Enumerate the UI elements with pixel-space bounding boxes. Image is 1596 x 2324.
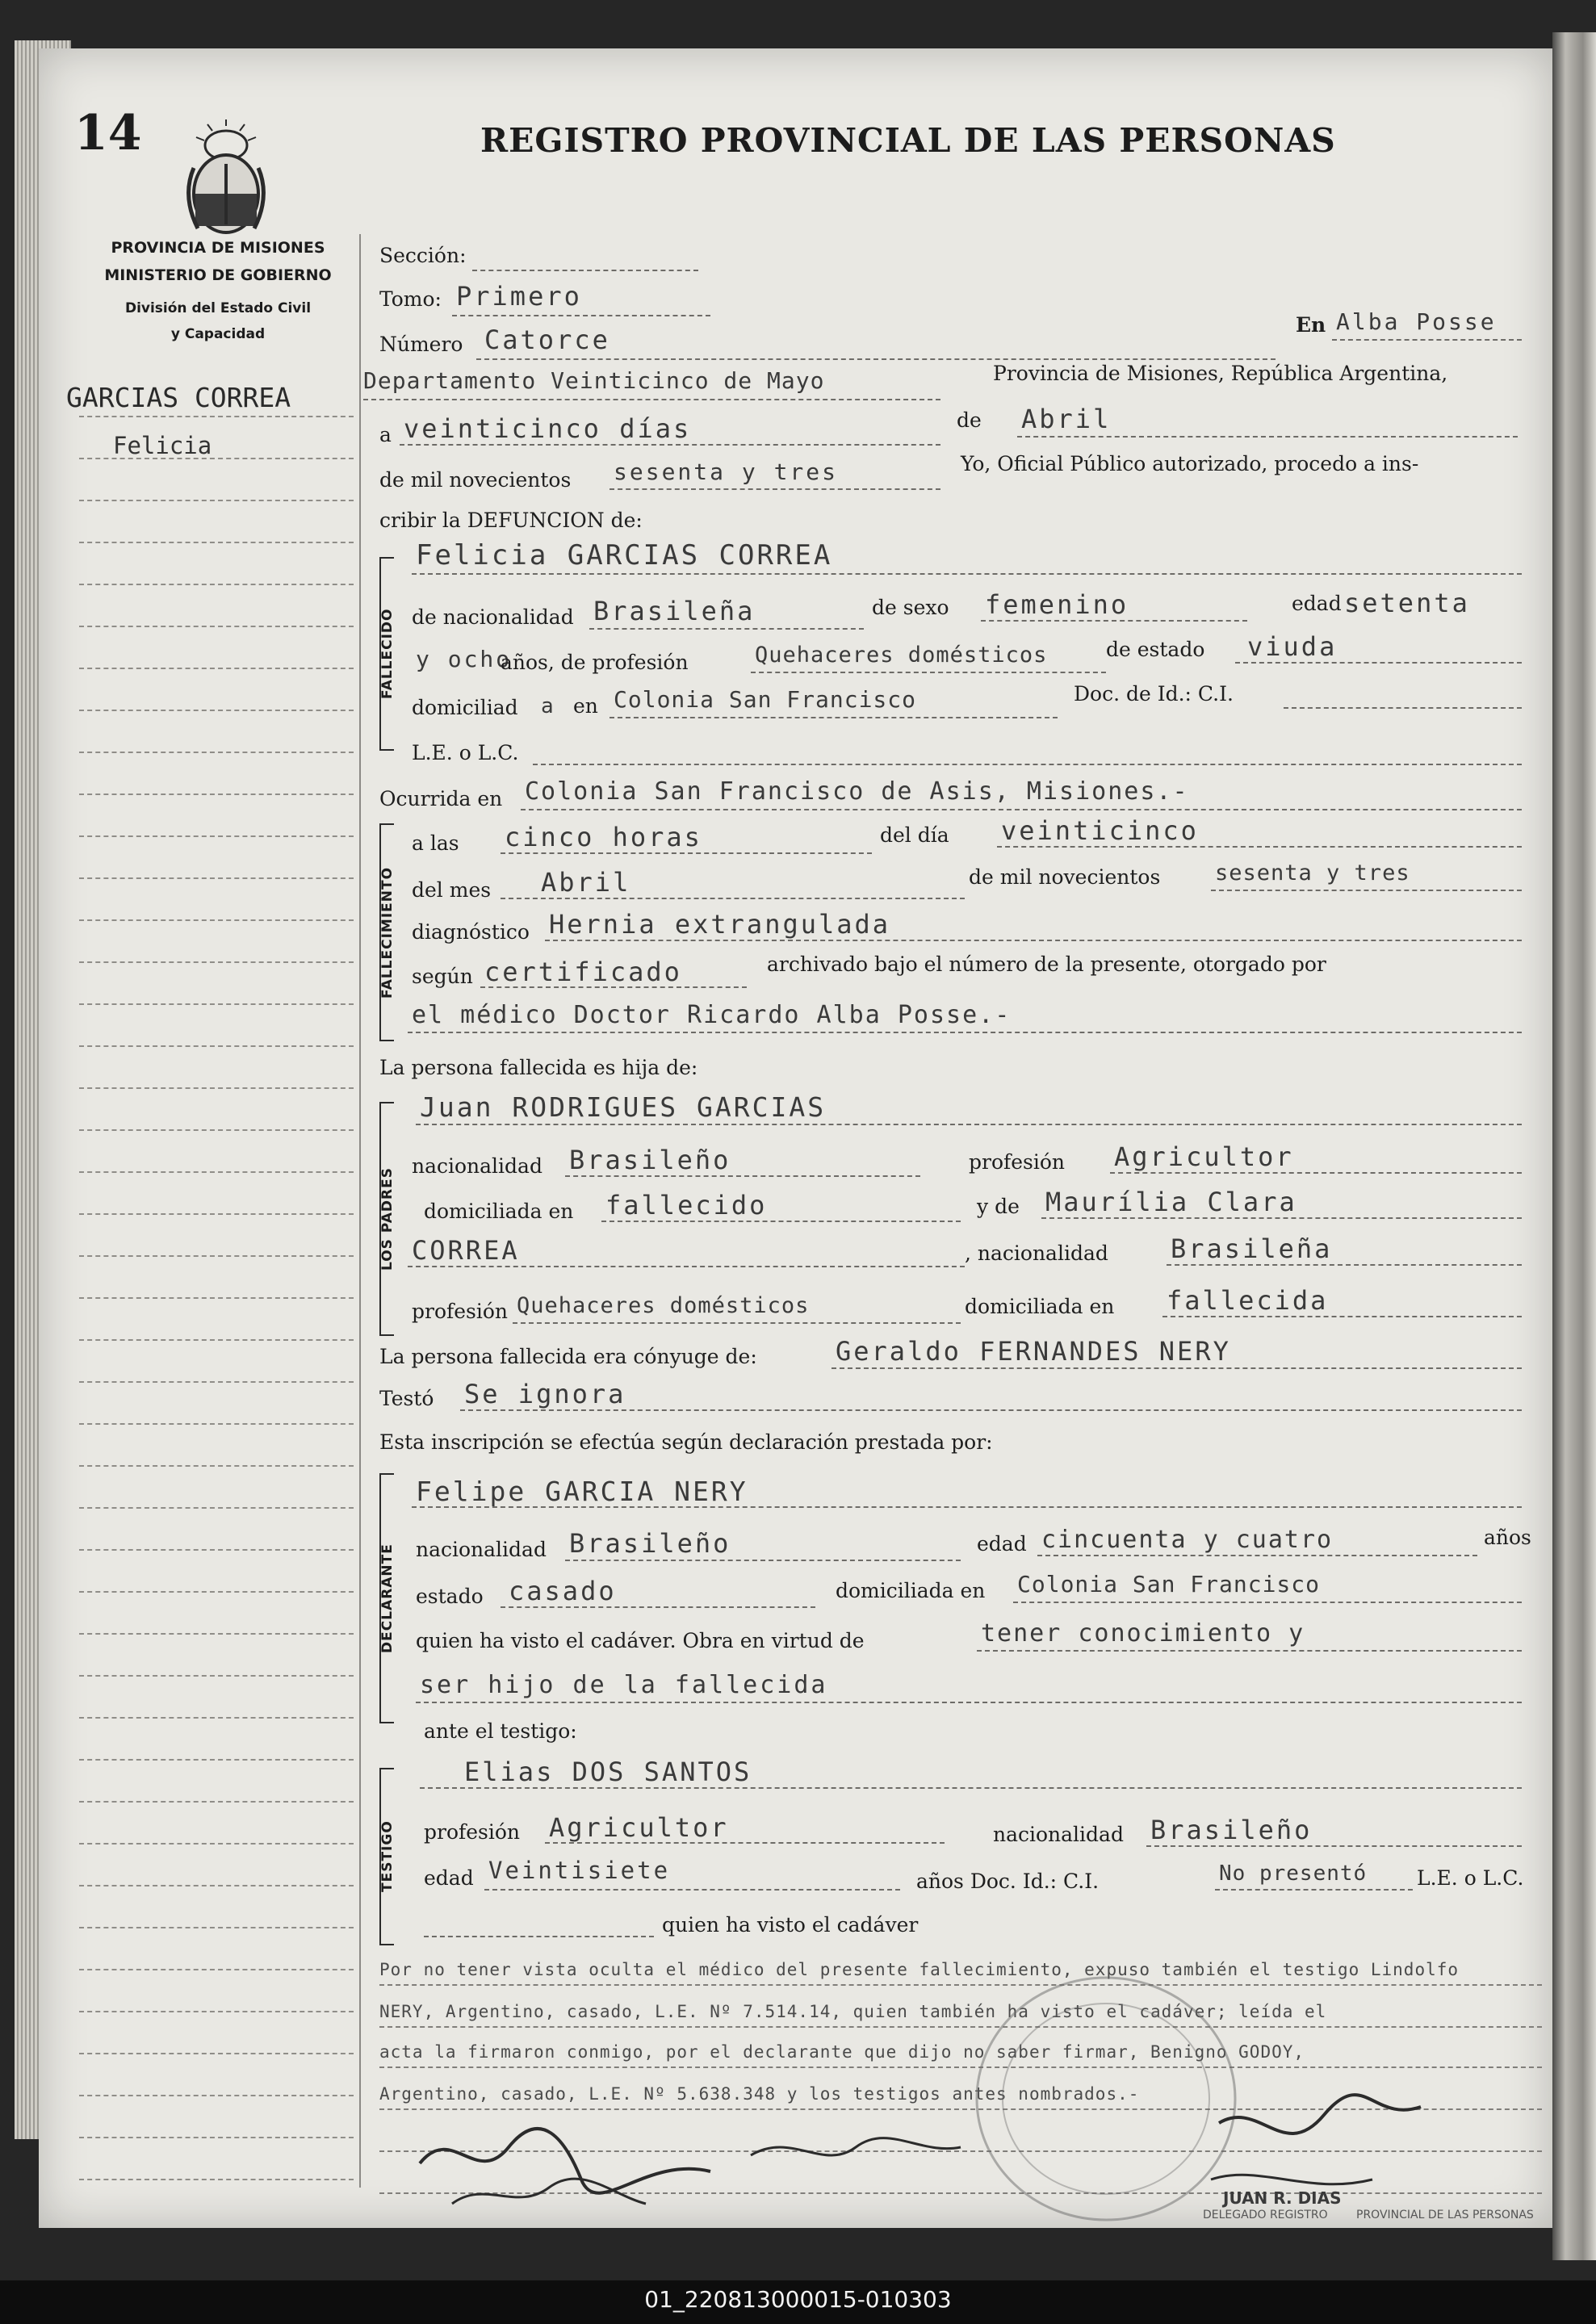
fallecido-edad-value-2: y ocho bbox=[416, 646, 513, 672]
padre-profesion-line bbox=[1110, 1172, 1522, 1174]
margin-rule bbox=[79, 961, 354, 963]
segun-value: certificado bbox=[484, 957, 682, 987]
provincia-text: Provincia de Misiones, República Argentina, bbox=[993, 362, 1448, 385]
seccion-line bbox=[472, 270, 698, 271]
numero-line bbox=[476, 358, 1276, 360]
padre-name: Juan RODRIGUES GARCIAS bbox=[420, 1091, 827, 1123]
fallecido-edad-value-1: setenta bbox=[1344, 588, 1470, 618]
anio-label: de mil novecientos bbox=[379, 468, 572, 492]
margin-rule bbox=[79, 1213, 354, 1215]
fallecido-profesion-value: Quehaceres domésticos bbox=[755, 643, 1048, 668]
note-line-1: Por no tener vista oculta el médico del presente fallecimiento, expuso también el testigo Lindolfo bbox=[379, 1960, 1460, 1979]
margin-rule bbox=[79, 1087, 354, 1089]
stamp-subtitle: DELEGADO REGISTRO bbox=[1203, 2209, 1328, 2220]
declarante-edad-label: edad bbox=[977, 1532, 1027, 1556]
declarante-nacionalidad-value: Brasileño bbox=[569, 1528, 731, 1559]
image-caption: 01_220813000015-010303 bbox=[644, 2286, 952, 2313]
fallecido-estado-line bbox=[1235, 662, 1522, 664]
book-right-edge bbox=[1552, 32, 1596, 2260]
madre-name-1: Maurília Clara bbox=[1045, 1187, 1297, 1217]
note-line-4: Argentino, casado, L.E. Nº 5.638.348 y los testigos antes nombrados.- bbox=[379, 2084, 1140, 2104]
a-las-label: a las bbox=[412, 831, 459, 855]
margin-rule bbox=[79, 1885, 354, 1886]
diagnostico-value: Hernia extrangulada bbox=[549, 909, 891, 940]
testo-label: Testó bbox=[379, 1387, 434, 1410]
mes-value: Abril bbox=[1021, 404, 1112, 434]
tomo-value: Primero bbox=[456, 281, 582, 312]
margin-rule bbox=[79, 668, 354, 669]
madre-domiciliada-label: domiciliada en bbox=[965, 1295, 1115, 1318]
madre-profesion-line bbox=[513, 1322, 961, 1324]
margin-rule bbox=[79, 2179, 354, 2180]
testigo-doc-line bbox=[1215, 1889, 1413, 1891]
fallecimiento-anio-value: sesenta y tres bbox=[1215, 861, 1410, 886]
fallecido-name: Felicia GARCIAS CORREA bbox=[416, 539, 833, 572]
note-rule-1 bbox=[379, 1984, 1542, 1986]
conyuge-line bbox=[832, 1367, 1522, 1369]
fallecimiento-anio-label: de mil novecientos bbox=[969, 865, 1161, 889]
margin-rule bbox=[79, 500, 354, 501]
margin-rule bbox=[79, 1549, 354, 1551]
stamp-name: JUAN R. DIAS bbox=[1223, 2188, 1342, 2208]
numero-value: Catorce bbox=[484, 325, 610, 355]
fallecimiento-dia-value: veinticinco bbox=[1001, 815, 1199, 846]
note-line-3: acta la firmaron conmigo, por el declarante que dijo no saber firmar, Benigno GODOY, bbox=[379, 2042, 1305, 2062]
fallecido-estado-label: de estado bbox=[1106, 638, 1205, 661]
province-heading: PROVINCIA DE MISIONES bbox=[111, 239, 325, 257]
madre-nacionalidad-label: , nacionalidad bbox=[965, 1242, 1108, 1265]
testigo-profesion-label: profesión bbox=[424, 1820, 521, 1844]
fallecimiento-tab: FALLECIMIENTO bbox=[379, 866, 396, 999]
note-line-2: NERY, Argentino, casado, L.E. Nº 7.514.14, quien también ha visto el cadáver; leída el bbox=[379, 2002, 1327, 2021]
margin-rule bbox=[79, 1507, 354, 1509]
declarante-edad-value: cincuenta y cuatro bbox=[1041, 1526, 1334, 1554]
padre-profesion-value: Agricultor bbox=[1114, 1141, 1294, 1172]
madre-nacionalidad-line bbox=[1167, 1264, 1522, 1266]
padre-domiciliada-label: domiciliada en bbox=[424, 1200, 574, 1223]
margin-rule bbox=[79, 794, 354, 795]
division-heading: División del Estado Civil bbox=[124, 300, 312, 316]
note-rule-3 bbox=[379, 2066, 1542, 2068]
testigo-visto-label: quien ha visto el cadáver bbox=[662, 1913, 919, 1937]
en-label: En bbox=[1296, 313, 1326, 337]
tomo-label: Tomo: bbox=[379, 287, 442, 311]
capacity-heading: y Capacidad bbox=[170, 326, 266, 342]
margin-rule bbox=[79, 1591, 354, 1593]
margin-rule bbox=[79, 1339, 354, 1341]
fallecido-nacionalidad-value: Brasileña bbox=[593, 596, 756, 626]
fallecimiento-lugar-line bbox=[521, 809, 1522, 810]
margin-rule bbox=[79, 1675, 354, 1677]
fallecido-nacionalidad-line bbox=[589, 628, 864, 630]
padre-nacionalidad-line bbox=[565, 1175, 920, 1177]
fallecido-doc-label: Doc. de Id.: C.I. bbox=[1074, 682, 1234, 706]
declarante-tab: DECLARANTE bbox=[379, 1543, 396, 1653]
coat-of-arms-icon bbox=[174, 119, 279, 241]
margin-rule bbox=[79, 1003, 354, 1005]
padre-nacionalidad-label: nacionalidad bbox=[412, 1154, 542, 1178]
fallecido-domicilio-value: Colonia San Francisco bbox=[614, 686, 917, 713]
declarante-obra-line-1 bbox=[977, 1650, 1522, 1652]
fallecimiento-lugar-value: Colonia San Francisco de Asis, Misiones.- bbox=[525, 777, 1189, 806]
fallecido-doc-line bbox=[1284, 707, 1522, 709]
testigo-tab: TESTIGO bbox=[379, 1820, 396, 1893]
margin-rule bbox=[79, 584, 354, 585]
margin-rule bbox=[79, 710, 354, 711]
declarante-name-line bbox=[412, 1506, 1522, 1508]
y-de-label: y de bbox=[977, 1195, 1020, 1218]
madre-name-line-1 bbox=[1041, 1217, 1522, 1219]
fallecido-anios-profesion-label: años, de profesión bbox=[501, 651, 689, 674]
column-divider bbox=[359, 234, 361, 2188]
testigo-nacionalidad-line bbox=[1146, 1845, 1522, 1847]
departamento-line bbox=[363, 399, 940, 400]
diagnostico-line bbox=[545, 940, 1522, 941]
margin-rule bbox=[79, 626, 354, 627]
margin-rule bbox=[79, 2011, 354, 2012]
testigo-profesion-line bbox=[545, 1842, 945, 1844]
segun-label: según bbox=[412, 965, 473, 988]
fallecido-profesion-line bbox=[751, 672, 1106, 673]
declarante-estado-label: estado bbox=[416, 1585, 484, 1608]
madre-domicilio-line bbox=[1162, 1316, 1522, 1317]
fallecido-domiciliad-suffix: a bbox=[541, 694, 556, 718]
padres-intro: La persona fallecida es hija de: bbox=[379, 1056, 698, 1079]
declarante-domiciliada-label: domiciliada en bbox=[836, 1579, 986, 1602]
testigo-edad-line bbox=[484, 1889, 900, 1891]
margin-rule bbox=[79, 1927, 354, 1928]
fallecimiento-hora-value: cinco horas bbox=[505, 822, 702, 852]
testigo-nacionalidad-value: Brasileño bbox=[1150, 1815, 1313, 1845]
madre-domicilio-value: fallecida bbox=[1167, 1285, 1329, 1316]
margin-rule bbox=[79, 1843, 354, 1845]
padre-domicilio-line bbox=[601, 1221, 961, 1222]
margin-rule bbox=[79, 1255, 354, 1257]
testigo-visto-line bbox=[424, 1936, 654, 1937]
margin-rule bbox=[79, 458, 354, 459]
tomo-line bbox=[452, 315, 710, 316]
testigo-nacionalidad-label: nacionalidad bbox=[993, 1823, 1124, 1846]
declarante-name: Felipe GARCIA NERY bbox=[416, 1476, 748, 1507]
testigo-intro: ante el testigo: bbox=[424, 1719, 577, 1743]
margin-rule bbox=[79, 1465, 354, 1467]
dia-line bbox=[400, 444, 940, 446]
archivado-text: archivado bajo el número de la presente, otorgado por bbox=[767, 953, 1326, 976]
fallecimiento-dia-line bbox=[997, 846, 1522, 848]
declarante-nacionalidad-line bbox=[565, 1560, 961, 1561]
declarante-domicilio-value: Colonia San Francisco bbox=[1017, 1571, 1321, 1597]
padre-nacionalidad-value: Brasileño bbox=[569, 1145, 731, 1175]
ocurrida-label: Ocurrida en bbox=[379, 787, 503, 810]
registry-title: REGISTRO PROVINCIAL DE LAS PERSONAS bbox=[480, 121, 1336, 160]
seccion-label: Sección: bbox=[379, 244, 467, 267]
margin-rule bbox=[79, 1969, 354, 1970]
fallecido-name-line bbox=[412, 573, 1522, 575]
note-rule-2 bbox=[379, 2026, 1542, 2028]
padre-domicilio-value: fallecido bbox=[605, 1190, 768, 1221]
margin-rule bbox=[79, 416, 354, 417]
fallecido-estado-value: viuda bbox=[1247, 631, 1338, 662]
testigo-name: Elias DOS SANTOS bbox=[464, 1757, 752, 1787]
testigo-anios-doc-label: años Doc. Id.: C.I. bbox=[916, 1870, 1100, 1893]
testo-value: Se ignora bbox=[464, 1379, 626, 1409]
medico-value: el médico Doctor Ricardo Alba Posse.- bbox=[412, 1001, 1012, 1029]
a-label: a bbox=[379, 423, 392, 446]
testigo-edad-value: Veintisiete bbox=[488, 1857, 671, 1884]
anio-line bbox=[609, 488, 940, 490]
madre-name-line-2 bbox=[408, 1266, 965, 1267]
margin-rule bbox=[79, 1423, 354, 1425]
departamento-value: Departamento Veinticinco de Mayo bbox=[363, 367, 825, 394]
margin-rule bbox=[79, 835, 354, 837]
testigo-profesion-value: Agricultor bbox=[549, 1812, 729, 1843]
fallecido-en-label: en bbox=[573, 694, 598, 718]
declarante-anios-label: años bbox=[1484, 1526, 1531, 1549]
margin-rule bbox=[79, 919, 354, 921]
numero-label: Número bbox=[379, 333, 463, 356]
fallecido-edad-label: edad bbox=[1292, 592, 1342, 615]
margin-rule bbox=[79, 1171, 354, 1173]
declarante-obra-line-2 bbox=[416, 1702, 1522, 1703]
declarante-nacionalidad-label: nacionalidad bbox=[416, 1538, 547, 1561]
margin-rule bbox=[79, 877, 354, 879]
padre-profesion-label: profesión bbox=[969, 1150, 1066, 1174]
declarante-estado-value: casado bbox=[509, 1576, 617, 1606]
margin-rule bbox=[79, 1381, 354, 1383]
diagnostico-label: diagnóstico bbox=[412, 920, 530, 944]
fallecido-sexo-label: de sexo bbox=[872, 596, 949, 619]
fallecido-sexo-line bbox=[981, 620, 1247, 622]
testigo-name-line bbox=[420, 1787, 1522, 1789]
anio-value: sesenta y tres bbox=[614, 459, 839, 485]
fallecimiento-mes-value: Abril bbox=[541, 867, 631, 898]
en-line bbox=[1332, 339, 1522, 341]
padre-name-line bbox=[416, 1124, 1522, 1125]
margin-rule bbox=[79, 1717, 354, 1719]
conyuge-value: Geraldo FERNANDES NERY bbox=[836, 1336, 1231, 1367]
declarante-obra-value-1: tener conocimiento y bbox=[981, 1619, 1305, 1648]
declarante-estado-line bbox=[501, 1606, 815, 1608]
margin-rule bbox=[79, 1129, 354, 1131]
fallecido-tab: FALLECIDO bbox=[379, 608, 396, 700]
conyuge-label: La persona fallecida era cónyuge de: bbox=[379, 1345, 757, 1368]
margin-rule bbox=[79, 1759, 354, 1761]
madre-name-2: CORREA bbox=[412, 1235, 520, 1266]
madre-nacionalidad-value: Brasileña bbox=[1171, 1233, 1333, 1264]
cribir-text: cribir la DEFUNCION de: bbox=[379, 509, 643, 532]
en-value: Alba Posse bbox=[1336, 308, 1497, 335]
segun-line bbox=[480, 986, 747, 988]
fallecido-le-line bbox=[533, 764, 1522, 765]
oficial-text: Yo, Oficial Público autorizado, procedo a ins- bbox=[961, 452, 1419, 475]
testigo-edad-label: edad bbox=[424, 1866, 474, 1890]
declarante-domicilio-line bbox=[1013, 1602, 1522, 1603]
declarante-obra-value-2: ser hijo de la fallecida bbox=[420, 1671, 828, 1699]
fallecimiento-hora-line bbox=[501, 852, 872, 854]
margin-rule bbox=[79, 542, 354, 543]
del-mes-label: del mes bbox=[412, 878, 492, 902]
declarante-edad-line bbox=[1037, 1555, 1477, 1556]
margin-given-name: Felicia bbox=[113, 432, 212, 459]
madre-profesion-label: profesión bbox=[412, 1300, 509, 1323]
inscripcion-text: Esta inscripción se efectúa según declaración prestada por: bbox=[379, 1430, 993, 1454]
padres-tab: LOS PADRES bbox=[379, 1167, 396, 1271]
margin-rule bbox=[79, 1633, 354, 1635]
fallecimiento-mes-line bbox=[501, 898, 965, 899]
margin-rule bbox=[79, 2137, 354, 2138]
margin-rule bbox=[79, 2095, 354, 2096]
margin-rule bbox=[79, 752, 354, 753]
stamp-province: PROVINCIAL DE LAS PERSONAS bbox=[1356, 2209, 1534, 2220]
mes-line bbox=[1017, 436, 1518, 438]
fallecido-domiciliad-label: domiciliad bbox=[412, 696, 518, 719]
dia-value: veinticinco días bbox=[404, 413, 692, 444]
del-dia-label: del día bbox=[880, 823, 949, 847]
fallecido-domicilio-line bbox=[609, 717, 1058, 718]
fallecido-le-label: L.E. o L.C. bbox=[412, 741, 519, 764]
margin-rule bbox=[79, 1297, 354, 1299]
medico-line bbox=[408, 1032, 1522, 1033]
testo-line bbox=[460, 1409, 1522, 1411]
fallecido-sexo-value: femenino bbox=[985, 589, 1129, 620]
madre-profesion-value: Quehaceres domésticos bbox=[517, 1293, 810, 1318]
testigo-le-label: L.E. o L.C. bbox=[1417, 1866, 1524, 1890]
signatures-area bbox=[404, 2091, 1550, 2220]
page-number: 14 bbox=[74, 105, 142, 161]
fallecimiento-anio-line bbox=[1211, 890, 1522, 891]
fallecido-nacionalidad-label: de nacionalidad bbox=[412, 605, 574, 629]
margin-rule bbox=[79, 2053, 354, 2054]
ministry-heading: MINISTERIO DE GOBIERNO bbox=[104, 266, 332, 284]
de-label: de bbox=[957, 408, 982, 432]
testigo-doc-value: No presentó bbox=[1219, 1861, 1368, 1886]
margin-rule bbox=[79, 1801, 354, 1803]
declarante-obra-text: quien ha visto el cadáver. Obra en virtud de bbox=[416, 1629, 865, 1652]
margin-surname: GARCIAS CORREA bbox=[66, 382, 291, 413]
margin-rule bbox=[79, 1045, 354, 1047]
